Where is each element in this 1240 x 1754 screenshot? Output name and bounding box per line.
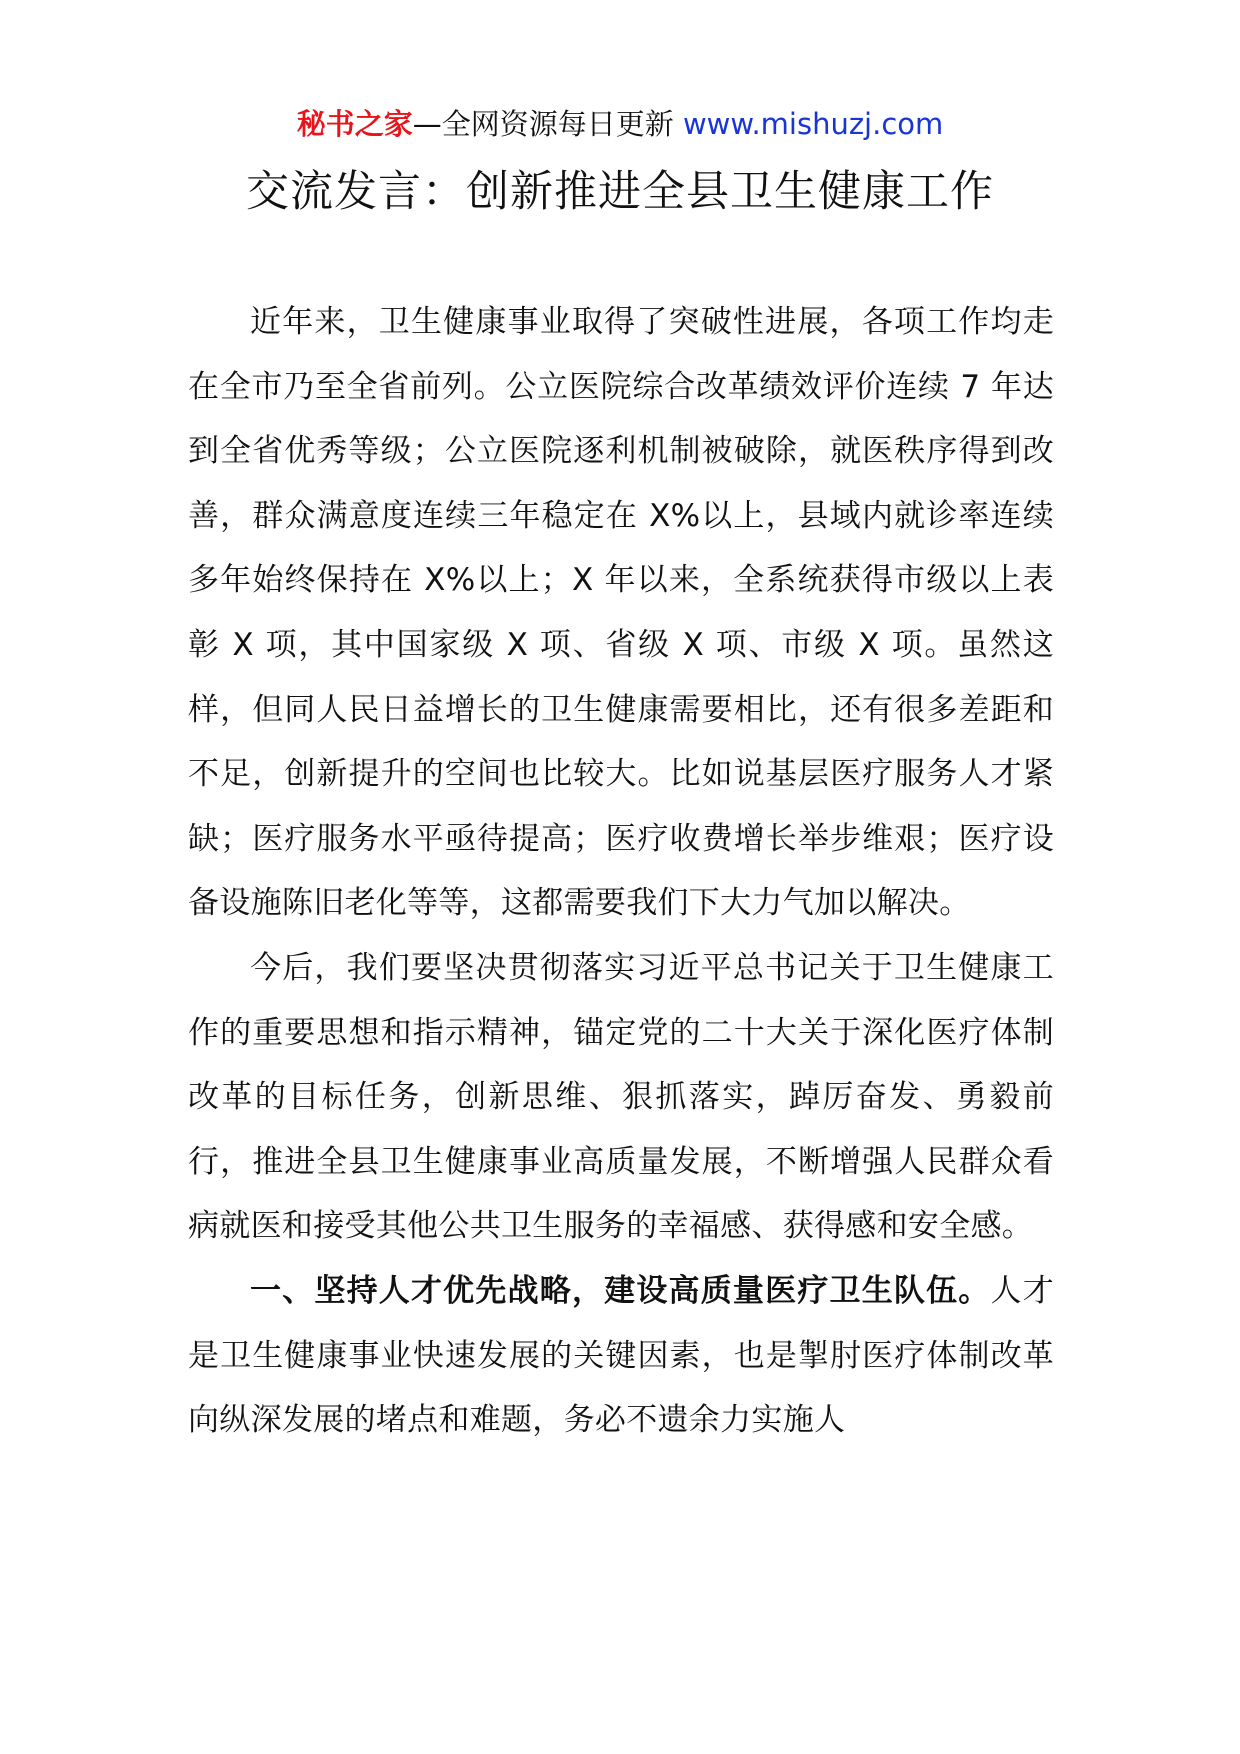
section-heading: 一、坚持人才优先战略，建设高质量医疗卫生队伍。 [250,1272,991,1309]
paragraph-section-one [188,1259,1054,1453]
paragraph-intro [188,290,1054,936]
paragraph-text: 今后，我们要坚决贯彻落实习近平总书记关于卫生健康工作的重要思想和指示精神，锚定党的二十大关于深化医疗体制改革的目标任务，创新思维、狠抓落实，踔厉奋发、勇毅前行，推进全县卫生健康事业高质量发展，不断增强人民群众看病就医和接受其他公共卫生服务的幸福感、获得感和安全感。 [188,949,1054,1245]
brand-name: 秘书之家 [296,107,413,141]
site-header [0,100,1240,148]
paragraph-outlook [188,936,1054,1259]
site-url-link[interactable]: www.mishuzj.com [682,107,944,141]
paragraph-text: 人才是卫生健康事业快速发展的关键因素，也是掣肘医疗体制改革向纵深发展的堵点和难题，务必不遗余力实施人 [188,1272,1054,1439]
header-slogan: —全网资源每日更新 [412,107,674,141]
document-title: 交流发言：创新推进全县卫生健康工作 [246,167,994,217]
document-body [188,290,1054,1453]
paragraph-text: 近年来，卫生健康事业取得了突破性进展，各项工作均走在全市乃至全省前列。公立医院综合改革绩效评价连续 7 年达到全省优秀等级；公立医院逐利机制被破除，就医秩序得到改善，群众满意度连续三年稳定在 X%以上，县域内就诊率连续多年始终保持在 X%以上；X 年以来，全系统获得市级以上表彰 X 项，其中国家级 X 项、省级 X 项、市级 X 项。虽然这样，但同人民日益增长的卫生健康需要相比，还有很多差距和不足，创新提升的空间也比较大。比如说基层医疗服务人才紧缺；医疗服务水平亟待提高；医疗收费增长举步维艰；医疗设备设施陈旧老化等等，这都需要我们下大力气加以解决。 [188,304,1054,922]
